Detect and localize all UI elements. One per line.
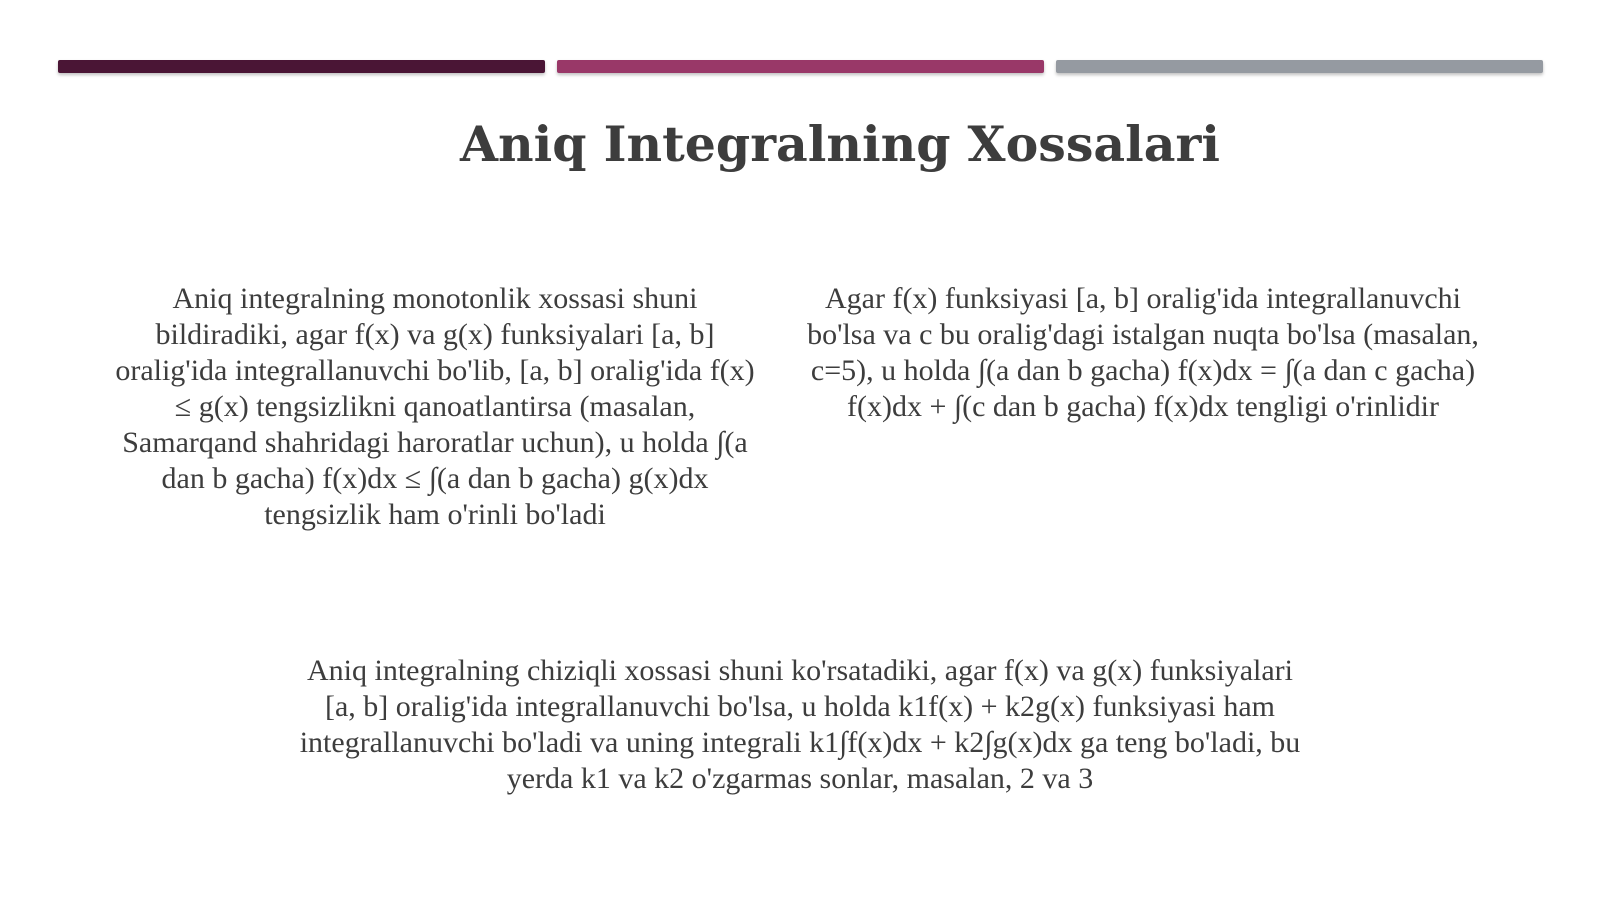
accent-bar-dark-plum [58, 60, 545, 73]
accent-bar-magenta [557, 60, 1044, 73]
monotonicity-property-text: Aniq integralning monotonlik xossasi shuni bildiradiki, agar f(x) va g(x) funksiyalari [a, b] oralig'ida integrallanuvchi bo'lib, [a, b] oralig'ida f(x) ≤ g(x) tengsizlikni qanoatlantirsa (masalan, Samarqand shahridagi haroratlar uchun), u holda ∫(a dan b gacha) f(x)dx ≤ ∫(a dan b gacha) g(x)dx tengsizlik ham o'rinli bo'ladi [115, 282, 755, 531]
slide-title: Aniq Integralning Xossalari [460, 115, 1220, 173]
accent-bar-gray [1056, 60, 1543, 73]
additivity-property-text: Agar f(x) funksiyasi [a, b] oralig'ida integrallanuvchi bo'lsa va c bu oralig'dagi istalgan nuqta bo'lsa (masalan, c=5), u holda ∫(a dan b gacha) f(x)dx = ∫(a dan c gacha) f(x)dx + ∫(c dan b gacha) f(x)dx tengligi o'rinlidir [807, 282, 1479, 423]
linearity-property-text: Aniq integralning chiziqli xossasi shuni ko'rsatadiki, agar f(x) va g(x) funksiyalari [a, b] oralig'ida integrallanuvchi bo'lsa, u holda k1f(x) + k2g(x) funksiyasi ham integrallanuvchi bo'ladi va uning integrali k1∫f(x)dx + k2∫g(x)dx ga teng bo'ladi, bu yerda k1 va k2 o'zgarmas sonlar, masalan, 2 va 3 [299, 654, 1301, 795]
